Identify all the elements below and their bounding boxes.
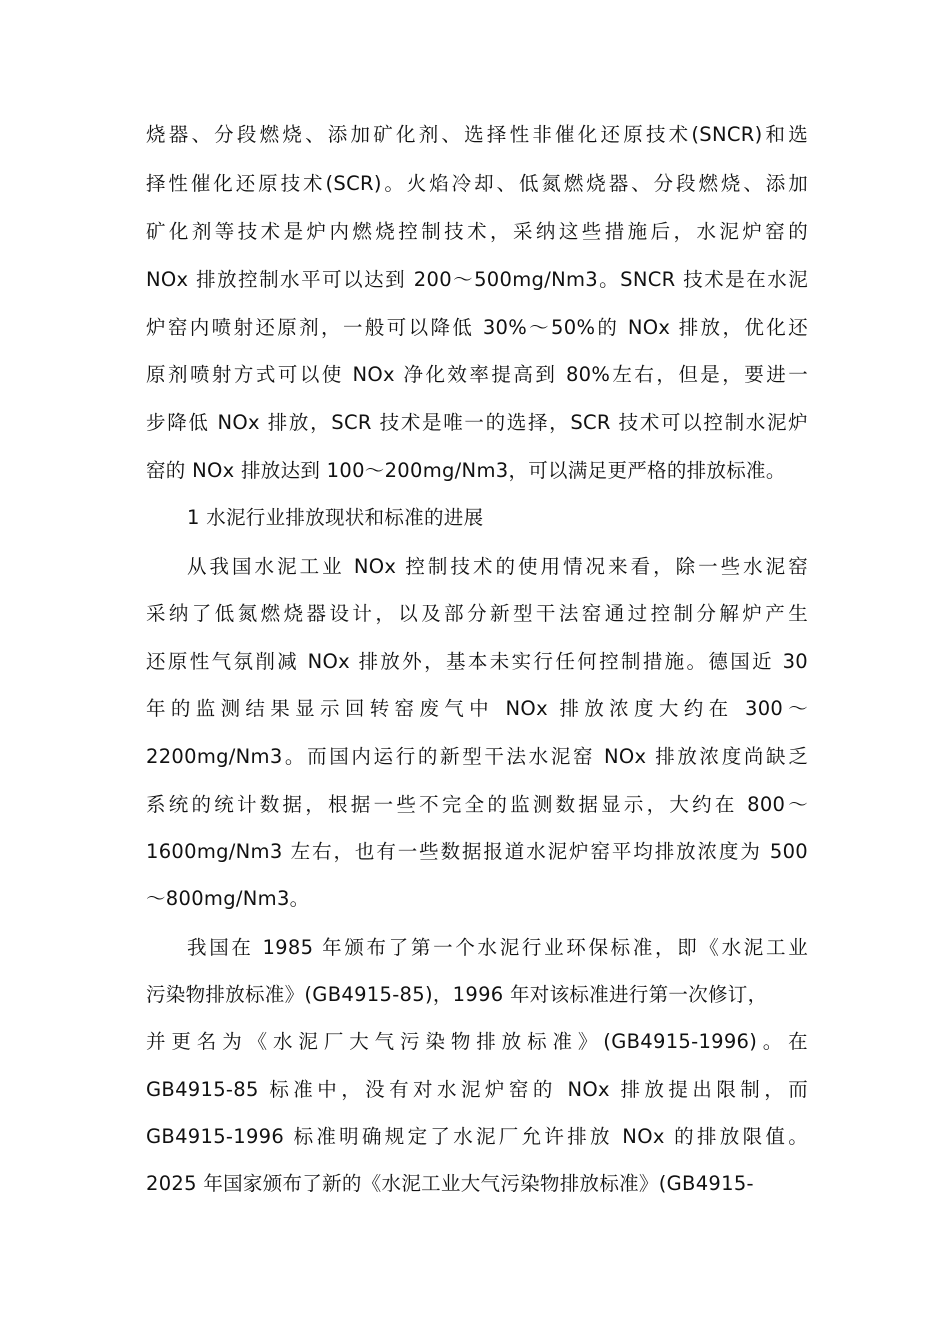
text-line: 污染物排放标准》(GB4915-85)，1996 年对该标准进行第一次修订， bbox=[146, 983, 768, 1006]
text-line: 还原性气氛削减 NOx 排放外，基本未实行任何控制措施。德国近 30 bbox=[146, 650, 808, 673]
text-line: 1600mg/Nm3 左右，也有一些数据报道水泥炉窑平均排放浓度为 500 bbox=[146, 840, 808, 863]
text-line: GB4915-85 标准中，没有对水泥炉窑的 NOx 排放提出限制，而 bbox=[146, 1078, 808, 1101]
text-line: NOx 排放控制水平可以达到 200～500mg/Nm3。SNCR 技术是在水泥 bbox=[146, 268, 808, 291]
text-line: 年的监测结果显示回转窑废气中 NOx 排放浓度大约在 300～ bbox=[146, 697, 808, 720]
text-line: 我国在 1985 年颁布了第一个水泥行业环保标准，即《水泥工业 bbox=[187, 936, 808, 959]
text-line: 并更名为《水泥厂大气污染物排放标准》(GB4915-1996)。在 bbox=[146, 1030, 808, 1053]
text-line: 矿化剂等技术是炉内燃烧控制技术，采纳这些措施后，水泥炉窑的 bbox=[146, 220, 808, 243]
text-line: GB4915-1996 标准明确规定了水泥厂允许排放 NOx 的排放限值。 bbox=[146, 1125, 808, 1148]
text-line: 2025 年国家颁布了新的《水泥工业大气污染物排放标准》(GB4915- bbox=[146, 1172, 754, 1195]
text-line: 烧器、分段燃烧、添加矿化剂、选择性非催化还原技术(SNCR)和选 bbox=[146, 123, 808, 146]
text-line: 择性催化还原技术(SCR)。火焰冷却、低氮燃烧器、分段燃烧、添加 bbox=[146, 172, 808, 195]
text-line: 炉窑内喷射还原剂，一般可以降低 30%～50%的 NOx 排放，优化还 bbox=[146, 316, 808, 339]
text-line: 采纳了低氮燃烧器设计，以及部分新型干法窑通过控制分解炉产生 bbox=[146, 602, 808, 625]
text-line: ～800mg/Nm3。 bbox=[146, 887, 310, 910]
section-heading: 1 水泥行业排放现状和标准的进展 bbox=[187, 506, 484, 529]
text-line: 2200mg/Nm3。而国内运行的新型干法水泥窑 NOx 排放浓度尚缺乏 bbox=[146, 745, 808, 768]
text-line: 原剂喷射方式可以使 NOx 净化效率提高到 80%左右，但是，要进一 bbox=[146, 363, 808, 386]
text-line: 从我国水泥工业 NOx 控制技术的使用情况来看，除一些水泥窑 bbox=[187, 555, 808, 578]
text-line: 步降低 NOx 排放，SCR 技术是唯一的选择，SCR 技术可以控制水泥炉 bbox=[146, 411, 808, 434]
text-line: 窑的 NOx 排放达到 100～200mg/Nm3，可以满足更严格的排放标准。 bbox=[146, 459, 786, 482]
text-line: 系统的统计数据，根据一些不完全的监测数据显示，大约在 800～ bbox=[146, 793, 808, 816]
